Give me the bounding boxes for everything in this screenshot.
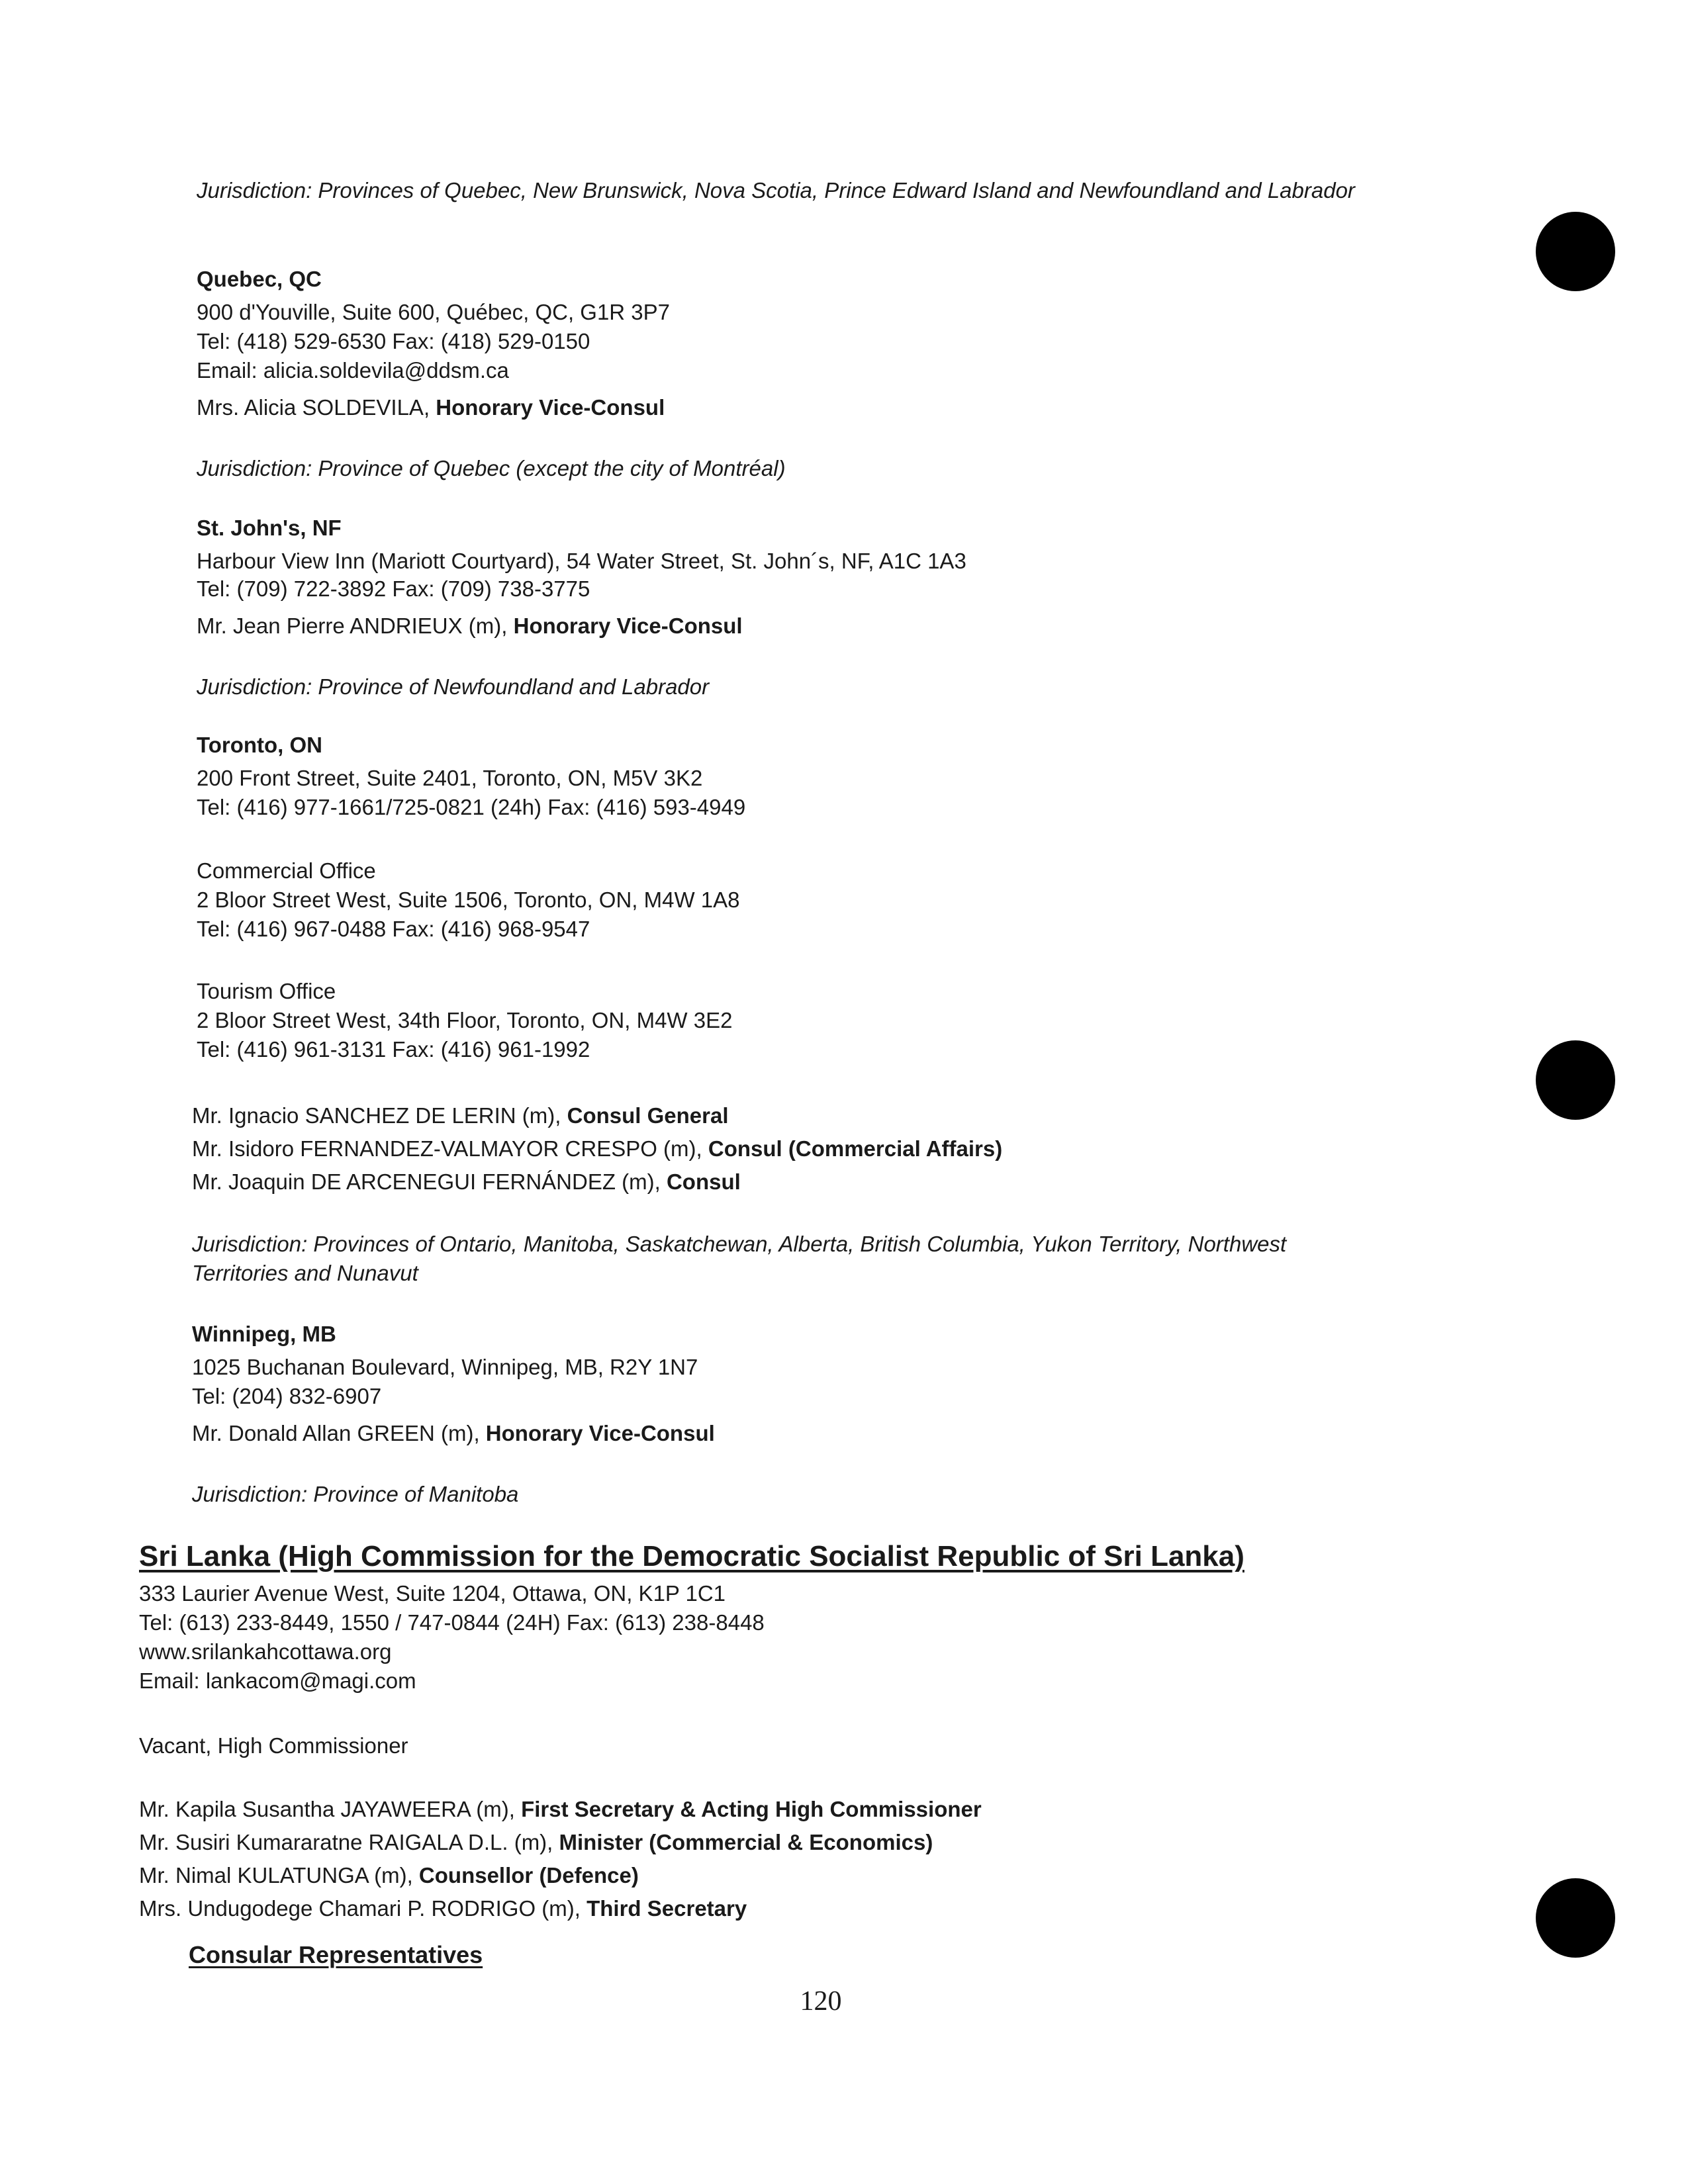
person-name: Mr. Isidoro FERNANDEZ-VALMAYOR CRESPO (m), [192,1136,708,1161]
jurisdiction-text: Jurisdiction: Province of Quebec (except the city of Montréal) [197,456,786,480]
jurisdiction-text: Jurisdiction: Provinces of Quebec, New Brunswick, Nova Scotia, Prince Edward Island and Newfoundland and Labrador [197,178,1355,203]
phone-fax: Tel: (416) 977-1661/725-0821 (24h) Fax: (416) 593-4949 [197,795,746,819]
person-title: Consul [666,1169,741,1194]
city-heading-quebec: Quebec, QC [197,267,322,291]
contact-person [139,1862,639,1889]
address: 2 Bloor Street West, Suite 1506, Toronto, ON, M4W 1A8 [197,887,740,912]
person-name: Mr. Joaquin DE ARCENEGUI FERNÁNDEZ (m), [192,1169,667,1194]
website: www.srilankahcottawa.org [139,1639,392,1664]
address: 900 d'Youville, Suite 600, Québec, QC, G1R 3P7 [197,300,671,324]
address: 1025 Buchanan Boulevard, Winnipeg, MB, R2Y 1N7 [192,1355,698,1379]
contact-person [197,394,665,421]
office-label-commercial: Commercial Office [197,858,376,883]
address: Harbour View Inn (Mariott Courtyard), 54 Water Street, St. John´s, NF, A1C 1A3 [197,549,966,573]
contact-person [139,1829,933,1856]
punch-hole-bottom [1536,1878,1615,1958]
address: 333 Laurier Avenue West, Suite 1204, Ottawa, ON, K1P 1C1 [139,1581,726,1606]
person-name: Mr. Nimal KULATUNGA (m), [139,1863,419,1888]
punch-hole-middle [1536,1040,1615,1120]
person-title: Third Secretary [586,1896,747,1921]
contact-person [192,1136,1002,1162]
contact-person [139,1895,747,1922]
phone-fax: Tel: (613) 233-8449, 1550 / 747-0844 (24H) Fax: (613) 238-8448 [139,1610,765,1635]
person-title: Honorary Vice-Consul [513,614,743,638]
city-heading-stjohns: St. John's, NF [197,516,342,540]
consular-representatives-heading: Consular Representatives [189,1941,483,1968]
person-title: Consul (Commercial Affairs) [708,1136,1003,1161]
address: 2 Bloor Street West, 34th Floor, Toronto, ON, M4W 3E2 [197,1008,733,1032]
contact-person [192,1420,715,1447]
jurisdiction-text: Jurisdiction: Provinces of Ontario, Manitoba, Saskatchewan, Alberta, British Columbia, Yukon Territory, Northwest [192,1232,1287,1256]
contact-person [192,1103,729,1129]
person-title: Honorary Vice-Consul [436,395,665,420]
city-heading-winnipeg: Winnipeg, MB [192,1322,336,1346]
phone-fax: Tel: (416) 961-3131 Fax: (416) 961-1992 [197,1037,590,1062]
person-title: Consul General [567,1103,729,1128]
person-title: Minister (Commercial & Economics) [559,1830,933,1854]
phone-fax: Tel: (416) 967-0488 Fax: (416) 968-9547 [197,917,590,941]
email: Email: lankacom@magi.com [139,1668,416,1693]
phone: Tel: (204) 832-6907 [192,1384,382,1408]
jurisdiction-text: Jurisdiction: Province of Manitoba [192,1482,519,1506]
person-title: Honorary Vice-Consul [485,1421,715,1445]
page-number: 120 [800,1986,842,2017]
city-heading-toronto: Toronto, ON [197,733,323,757]
person-name: Mrs. Undugodege Chamari P. RODRIGO (m), [139,1896,587,1921]
jurisdiction-text-continued: Territories and Nunavut [192,1261,418,1285]
person-name: Mr. Kapila Susantha JAYAWEERA (m), [139,1797,522,1821]
contact-person [139,1796,982,1823]
person-name: Mr. Ignacio SANCHEZ DE LERIN (m), [192,1103,567,1128]
punch-hole-top [1536,212,1615,291]
email: Email: alicia.soldevila@ddsm.ca [197,358,509,383]
person-title: First Secretary & Acting High Commissioner [521,1797,982,1821]
office-label-tourism: Tourism Office [197,979,336,1003]
phone-fax: Tel: (709) 722-3892 Fax: (709) 738-3775 [197,576,590,601]
person-name: Mrs. Alicia SOLDEVILA, [197,395,436,420]
contact-person [197,613,743,639]
person-name: Mr. Donald Allan GREEN (m), [192,1421,486,1445]
address: 200 Front Street, Suite 2401, Toronto, ON, M5V 3K2 [197,766,703,790]
person-name: Mr. Jean Pierre ANDRIEUX (m), [197,614,514,638]
phone-fax: Tel: (418) 529-6530 Fax: (418) 529-0150 [197,329,590,353]
jurisdiction-text: Jurisdiction: Province of Newfoundland and Labrador [197,674,710,699]
country-heading-sri-lanka: Sri Lanka (High Commission for the Democratic Socialist Republic of Sri Lanka) [139,1540,1244,1572]
person-title: Counsellor (Defence) [418,1863,639,1888]
vacant-position: Vacant, High Commissioner [139,1733,408,1758]
contact-person [192,1169,741,1195]
person-name: Mr. Susiri Kumararatne RAIGALA D.L. (m), [139,1830,559,1854]
